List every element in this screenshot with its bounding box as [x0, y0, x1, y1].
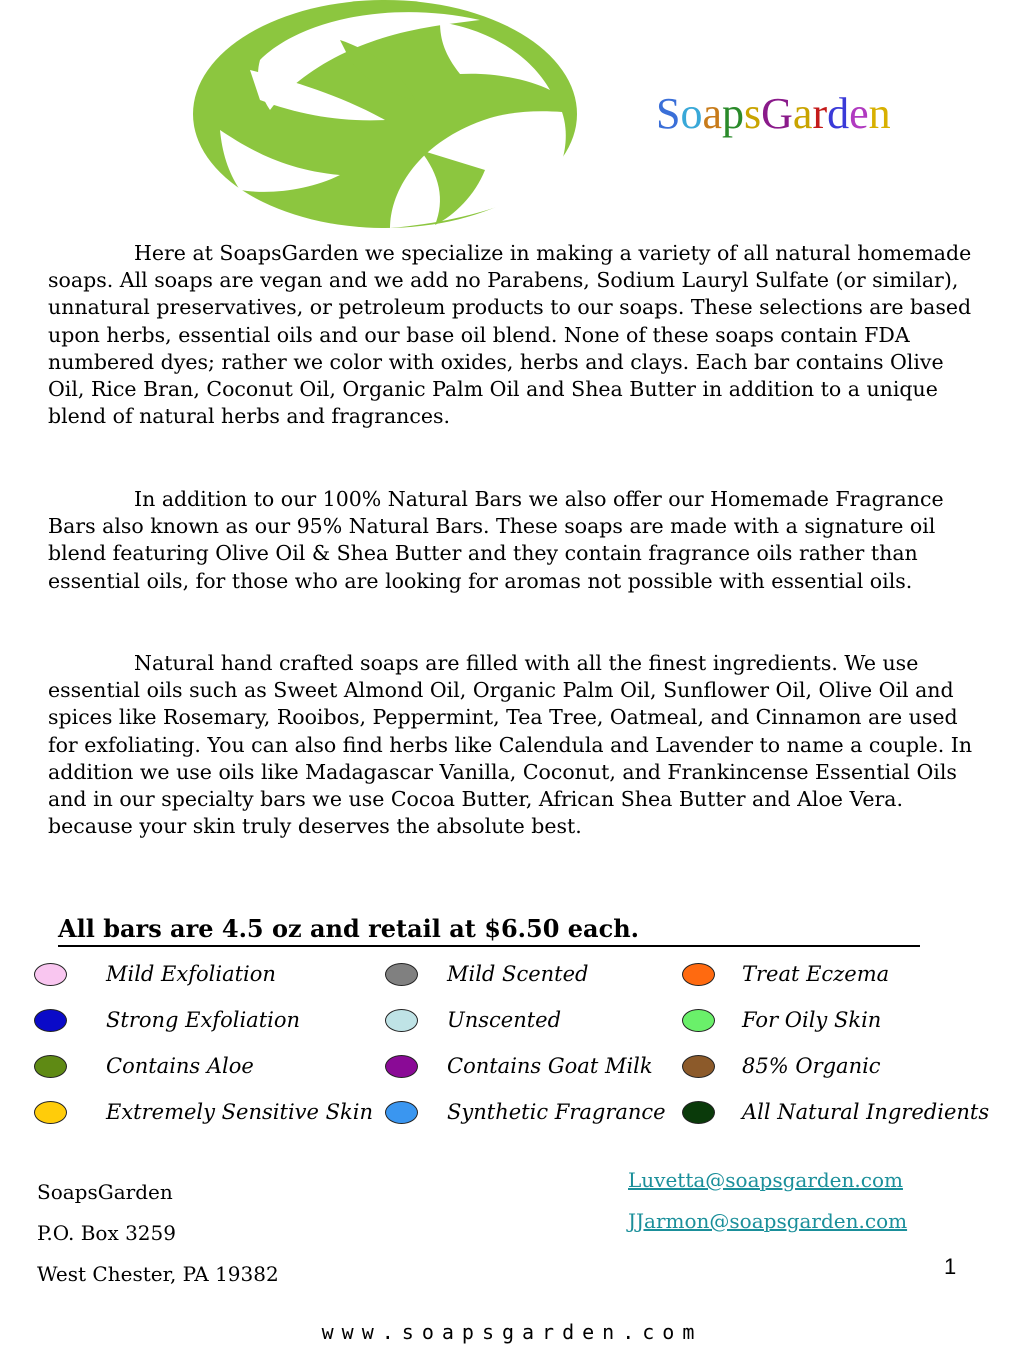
- legend-color-dot: [34, 963, 67, 986]
- fragrance-bars-text: In addition to our 100% Natural Bars we also offer our Homemade Fragrance Bars also known as our 95% Natural Bars. These soaps are made with a signature oil blend featuring Olive Oil & Shea Butter and they contain fragrance oils rather than essential oils, for those who are looking for aromas not possible with essential oils.: [48, 487, 944, 593]
- logo-letter: p: [722, 89, 745, 138]
- logo-letter: n: [868, 89, 891, 138]
- website-url: www.soapsgarden.com: [321, 1320, 703, 1344]
- legend-color-dot: [385, 963, 418, 986]
- logo-letter: G: [761, 89, 793, 138]
- legend-label: Contains Goat Milk: [447, 1054, 653, 1078]
- legend-color-dot: [34, 1009, 67, 1032]
- legend-color-dot: [682, 1101, 715, 1124]
- legend-label: Treat Eczema: [742, 962, 890, 986]
- logo-letter: r: [812, 89, 828, 138]
- price-heading: All bars are 4.5 oz and retail at $6.50 each.: [58, 913, 920, 947]
- address-po-box: P.O. Box 3259: [37, 1221, 176, 1245]
- ingredients-paragraph: [48, 650, 978, 840]
- page-number: 1: [944, 1254, 957, 1279]
- legend-color-dot: [682, 1009, 715, 1032]
- logo-letter: S: [656, 89, 681, 138]
- legend-label: Extremely Sensitive Skin: [106, 1100, 373, 1124]
- logo-wordmark: [656, 88, 891, 139]
- legend-color-dot: [385, 1101, 418, 1124]
- logo-letter: a: [792, 89, 813, 138]
- legend-label: Mild Exfoliation: [106, 962, 276, 986]
- legend-color-dot: [34, 1055, 67, 1078]
- legend-label: For Oily Skin: [742, 1008, 882, 1032]
- legend-label: Strong Exfoliation: [106, 1008, 301, 1032]
- soapsgarden-logo: [190, 0, 891, 230]
- logo-letter: o: [680, 89, 703, 138]
- address-name: SoapsGarden: [37, 1180, 173, 1204]
- logo-letter: d: [827, 89, 850, 138]
- intro-text: Here at SoapsGarden we specialize in making a variety of all natural homemade soaps. All soaps are vegan and we add no Parabens, Sodium Lauryl Sulfate (or similar), unnatural preservatives, or petroleum products to our soaps. These selections are based upon herbs, essential oils and our base oil blend. None of these soaps contain FDA numbered dyes; rather we color with oxides, herbs and clays. Each bar contains Olive Oil, Rice Bran, Coconut Oil, Organic Palm Oil and Shea Butter in addition to a unique blend of natural herbs and fragrances.: [48, 241, 972, 429]
- legend-color-dot: [385, 1009, 418, 1032]
- legend-label: Synthetic Fragrance: [447, 1100, 666, 1124]
- address-city: West Chester, PA 19382: [37, 1262, 279, 1286]
- legend-label: Mild Scented: [447, 962, 589, 986]
- legend-label: All Natural Ingredients: [742, 1100, 990, 1124]
- logo-letter: s: [744, 89, 762, 138]
- fragrance-bars-paragraph: [48, 486, 978, 595]
- legend-label: 85% Organic: [742, 1054, 881, 1078]
- intro-paragraph: [48, 240, 978, 430]
- legend-label: Contains Aloe: [106, 1054, 254, 1078]
- legend-color-dot: [682, 1055, 715, 1078]
- logo-letter: a: [702, 89, 723, 138]
- legend-color-dot: [682, 963, 715, 986]
- ingredients-text: Natural hand crafted soaps are filled with all the finest ingredients. We use essential oils such as Sweet Almond Oil, Organic Palm Oil, Sunflower Oil, Olive Oil and spices like Rosemary, Rooibos, Peppermint, Tea Tree, Oatmeal, and Cinnamon are used for exfoliating. You can also find herbs like Calendula and Lavender to name a couple. In addition we use oils like Madagascar Vanilla, Coconut, and Frankincense Essential Oils and in our specialty bars we use Cocoa Butter, African Shea Butter and Aloe Vera. because your skin truly deserves the absolute best.: [48, 651, 973, 839]
- logo-letter: e: [849, 89, 869, 138]
- legend-color-dot: [385, 1055, 418, 1078]
- legend-label: Unscented: [447, 1008, 562, 1032]
- legend-color-dot: [34, 1101, 67, 1124]
- email-link-luvetta[interactable]: Luvetta@soapsgarden.com: [628, 1168, 903, 1192]
- email-link-jjarmon[interactable]: JJarmon@soapsgarden.com: [628, 1209, 908, 1233]
